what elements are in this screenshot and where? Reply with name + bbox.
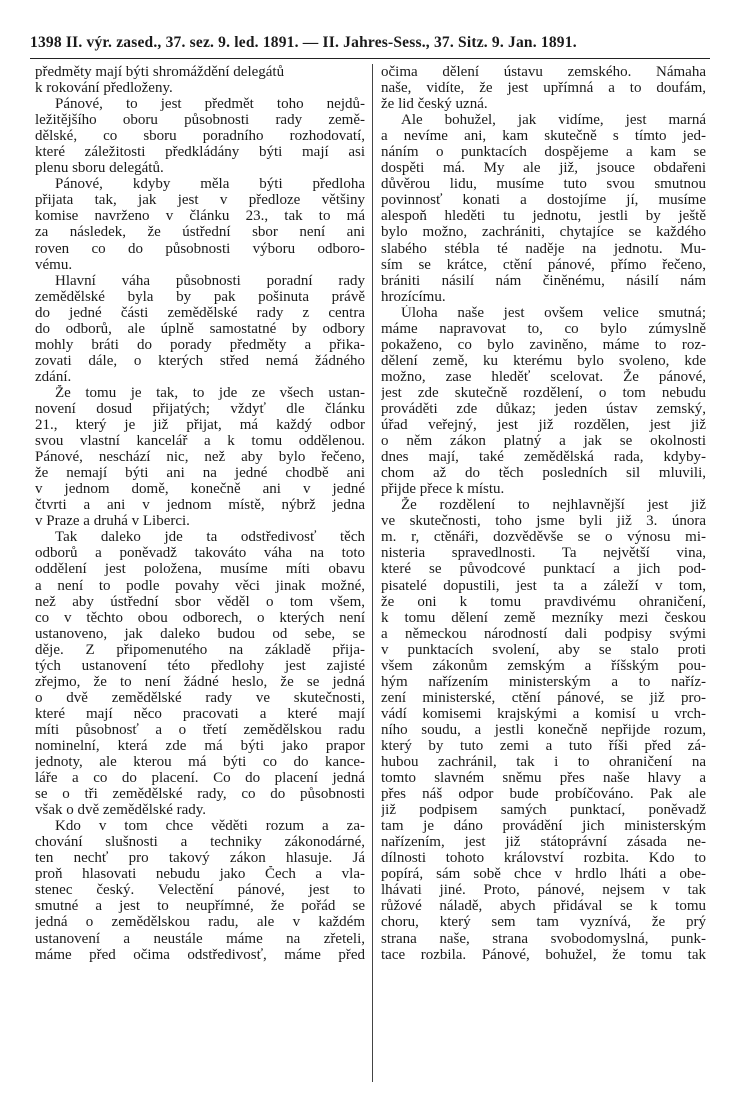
text-line: proň hlasovati nebudu jako Čech a vla-: [35, 866, 365, 883]
header-rule: [30, 58, 710, 59]
text-line: vému.: [35, 256, 73, 273]
text-line: tomto slavném sněmu přes naše hlavy a: [381, 770, 706, 787]
text-line: hubou zachránil, tak i to ohraničení na: [381, 754, 706, 771]
text-line: nisteria spravedlnosti. Ta největší vina,: [381, 545, 706, 562]
text-line: máme před očima odstředivosť, máme před: [35, 946, 365, 963]
text-line: tých ustanovení této předlohy jest zajisté: [35, 657, 365, 674]
text-line: popírá, sám sobě chce v hrdlo lháti a obe-: [381, 866, 706, 883]
text-line: Že tomu je tak, to jde ze všech ustan-: [55, 384, 365, 401]
text-line: dílnosti tohoto království rozbita. Kdo to: [381, 850, 706, 867]
text-line: dnes mají, také zemědělská rada, kdyby-: [381, 449, 706, 466]
text-line: brániti násilí nám činěnému, násilí nám: [381, 272, 706, 289]
text-line: v jednom domě, konečně ani v jedné: [35, 481, 365, 498]
text-line: v punktacích svolení, aby se stalo proti: [381, 641, 706, 658]
text-line: úřad veřejný, jest již rozdělen, jest již: [381, 417, 706, 434]
text-line: co v těchto obou odborech, o kterých není: [35, 609, 365, 626]
text-line: komise navrženo v článku 23., tak to má: [35, 208, 365, 225]
text-line: které se původcové punktací a jich pod-: [381, 561, 706, 578]
text-line: než aby ústřední sbor věděl o tom všem,: [35, 593, 365, 610]
text-line: všem zákonům zemským a říšským pou-: [381, 657, 706, 674]
text-line: možno, zase hleděť scelovat. Že pánové,: [381, 368, 706, 385]
text-line: prováděti zde důkaz; jeden ústav zemský,: [381, 400, 706, 417]
text-line: láře a co do placení. Co do placení jedná: [35, 770, 365, 787]
text-line: k rokování předloženy.: [35, 80, 173, 97]
text-line: vádí komisemi krajskými a komisí u vrch-: [381, 705, 706, 722]
text-line: růžové náladě, abych přidával se k tomu: [381, 898, 706, 915]
text-line: hým nařízením ministerským a to naříz-: [381, 673, 706, 690]
text-line: ustanovení a neustále máme na zřeteli,: [35, 930, 365, 947]
text-line: Hlavní váha působnosti poradní rady: [55, 272, 365, 289]
text-line: za následek, že ústřední sbor není ani: [35, 224, 365, 241]
text-line: zovati dále, o kterých střed nemá žádného: [35, 352, 365, 369]
text-line: jest zde skutečně rozdělení, o tom nebudu: [381, 384, 706, 401]
text-line: mohly bráti do porady předměty a přika-: [35, 336, 365, 353]
text-line: zemědělské byla by pak pošinuta právě: [35, 288, 365, 305]
text-line: chom až do těch posledních sil mluvili,: [381, 465, 706, 482]
text-line: Úloha naše jest ovšem velice smutná;: [401, 304, 706, 321]
text-line: roven co do působnosti výboru odboro-: [35, 240, 365, 257]
text-line: Pánové, to jest předmět toho nejdů-: [55, 96, 365, 113]
text-line: Že rozdělení to nejhlavnější jest již: [401, 497, 706, 514]
text-line: Pánové, kdyby měla býti předloha: [55, 176, 365, 193]
text-line: ve skutečnosti, toho jsme byli již 3. února: [381, 513, 706, 530]
text-line: nařízením, jest již státoprávní zásada ne-: [381, 834, 706, 851]
text-line: choru, který sem tam vyznívá, že prý: [381, 914, 706, 931]
text-line: a není to podle povahy věci jinak možné,: [35, 577, 365, 594]
text-line: svou vlastní kancelář a k tomu oddělenou.: [35, 433, 365, 450]
text-line: však o dvě zemědělské rady.: [35, 802, 207, 819]
text-line: přes náš odpor bude probíčováno. Pak ale: [381, 786, 706, 803]
text-line: tam je dáno provádění jich ministerským: [381, 818, 706, 835]
left-column: [35, 64, 365, 963]
text-line: jednoty, ale kterou má býti co do kance-: [35, 754, 365, 771]
text-line: nominelní, která zde má býti jako prapor: [35, 737, 365, 754]
text-line: že lid český uzná.: [381, 96, 488, 113]
text-line: a nevíme ani, kam skutečně s tímto jed-: [381, 128, 706, 145]
text-line: ležitějšího oboru působnosti rady země-: [35, 112, 365, 129]
text-line: již podpisem samých punktací, poněvadž: [381, 802, 706, 819]
text-line: lhávati jiné. Proto, pánové, nejsem v tak: [381, 882, 706, 899]
text-line: které mají něco pracovati a které mají: [35, 705, 365, 722]
text-line: hrozícímu.: [381, 288, 446, 305]
text-line: odborů a poněvadž takováto váha na toto: [35, 545, 365, 562]
text-line: se o tři zemědělské rady, co do působnosti: [35, 786, 365, 803]
text-line: tace rozbila. Pánové, bohužel, že tomu tak: [381, 946, 706, 963]
text-line: do odborů, ale úplně samostatné by odbory: [35, 320, 365, 337]
text-line: děje. Z připomenutého na základě přija-: [35, 641, 365, 658]
text-line: k tomu dělení země mezníky mezi českou: [381, 609, 706, 626]
column-divider: [372, 64, 373, 1082]
text-line: v Praze a druhá v Liberci.: [35, 513, 190, 530]
text-line: a německou národností dali podpisy svými: [381, 625, 706, 642]
text-line: dospěti má. My ale již, jsouce obdařeni: [381, 160, 706, 177]
text-line: pisatelé dopustili, jest ta a záleží v tom,: [381, 577, 706, 594]
text-line: míti působnosť a o třetí zemědělskou radu: [35, 721, 365, 738]
text-line: zení ministerské, ctění pánové, se již pro-: [381, 689, 706, 706]
text-line: povinnosť konati a dostojíme jí, musíme: [381, 192, 706, 209]
text-line: čtvrti a ani v jednom místě, nýbrž jedna: [35, 497, 365, 514]
text-line: oddělení jest položena, musíme míti obavu: [35, 561, 365, 578]
text-line: zdání.: [35, 368, 72, 385]
text-line: o dvě zemědělské rady ve skutečnosti,: [35, 689, 365, 706]
text-line: očima dělení ústavu zemského. Námaha: [381, 64, 706, 80]
text-line: smutné a jest to neupřímné, že pořád se: [35, 898, 365, 915]
text-line: slabého stébla té naděje na jednotu. Mu-: [381, 240, 706, 257]
text-line: o něm zákon platný a jak se okolnosti: [381, 433, 706, 450]
text-line: náním o punktacích dospějeme a kam se: [381, 144, 706, 161]
text-line: sím se krátce, ctění pánové, přímo řečeno,: [381, 256, 706, 273]
text-line: do jedné části zemědělské rady z centra: [35, 304, 365, 321]
text-line: přijata tak, jak jest v předloze většiny: [35, 192, 365, 209]
text-line: důvěrou lidu, musíme tuto svou smutnou: [381, 176, 706, 193]
text-line: Ale bohužel, jak vidíme, jest marná: [401, 112, 706, 129]
right-column: [381, 64, 706, 963]
text-line: který by tuto zemi a tuto říši před zá-: [381, 737, 706, 754]
text-line: 21., který je již přijat, má každý odbor: [35, 417, 365, 434]
text-line: naše, vidíte, že jest upřímná a to doufám,: [381, 80, 706, 97]
text-line: ního soudu, a jestli konečně nepřijde rozum,: [381, 721, 706, 738]
text-line: bylo možno, zachrániti, chytajíce se každého: [381, 224, 706, 241]
text-line: máme napravovat to, co bylo zúmyslně: [381, 320, 706, 337]
text-line: že oni k tomu pravdivému ohraničení,: [381, 593, 706, 610]
text-line: ten nechť pro takový zákon hlasuje. Já: [35, 850, 365, 867]
text-line: přijde přece k místu.: [381, 481, 505, 498]
running-header: 1398 II. výr. zased., 37. sez. 9. led. 1891. — II. Jahres-Sess., 37. Sitz. 9. Jan. 1891.: [30, 34, 577, 51]
text-line: které záležitosti předkládány býti mají asi: [35, 144, 365, 161]
text-line: dělské, co sboru poradního rozhodovatí,: [35, 128, 365, 145]
text-line: pokaženo, co bylo zaviněno, máme to roz-: [381, 336, 706, 353]
text-line: m. r, ctěnáři, dozvěděvše se o výnosu mi-: [381, 529, 706, 546]
text-line: že nemají býti ani na jedné chodbě ani: [35, 465, 365, 482]
text-line: chování slušnosti a techniky zákonodárné,: [35, 834, 365, 851]
text-line: Pánové, neschází nic, než aby bylo řečeno,: [35, 449, 365, 466]
text-line: zřejmo, že to není žádné heslo, že se jedná: [35, 673, 365, 690]
text-line: Kdo v tom chce věděti rozum a za-: [55, 818, 365, 835]
text-line: dělení země, ku kterému bylo svoleno, kde: [381, 352, 706, 369]
text-line: alespoň hleděti tu jednotu, jestli by ještě: [381, 208, 706, 225]
text-line: plenu sboru delegátů.: [35, 160, 164, 177]
text-line: předměty mají býti shromáždění delegátů: [35, 64, 285, 80]
text-line: Tak daleko jde ta odstředivosť těch: [55, 529, 365, 546]
text-line: jedná o zemědělskou radu, ale v každém: [35, 914, 365, 931]
text-line: novení dosud přijatých; vždyť dle článku: [35, 400, 365, 417]
text-line: strana naše, strana svobodomyslná, punk-: [381, 930, 706, 947]
text-line: stenec český. Velectění pánové, jest to: [35, 882, 365, 899]
text-line: ustanoveno, jak daleko budou od sebe, se: [35, 625, 365, 642]
